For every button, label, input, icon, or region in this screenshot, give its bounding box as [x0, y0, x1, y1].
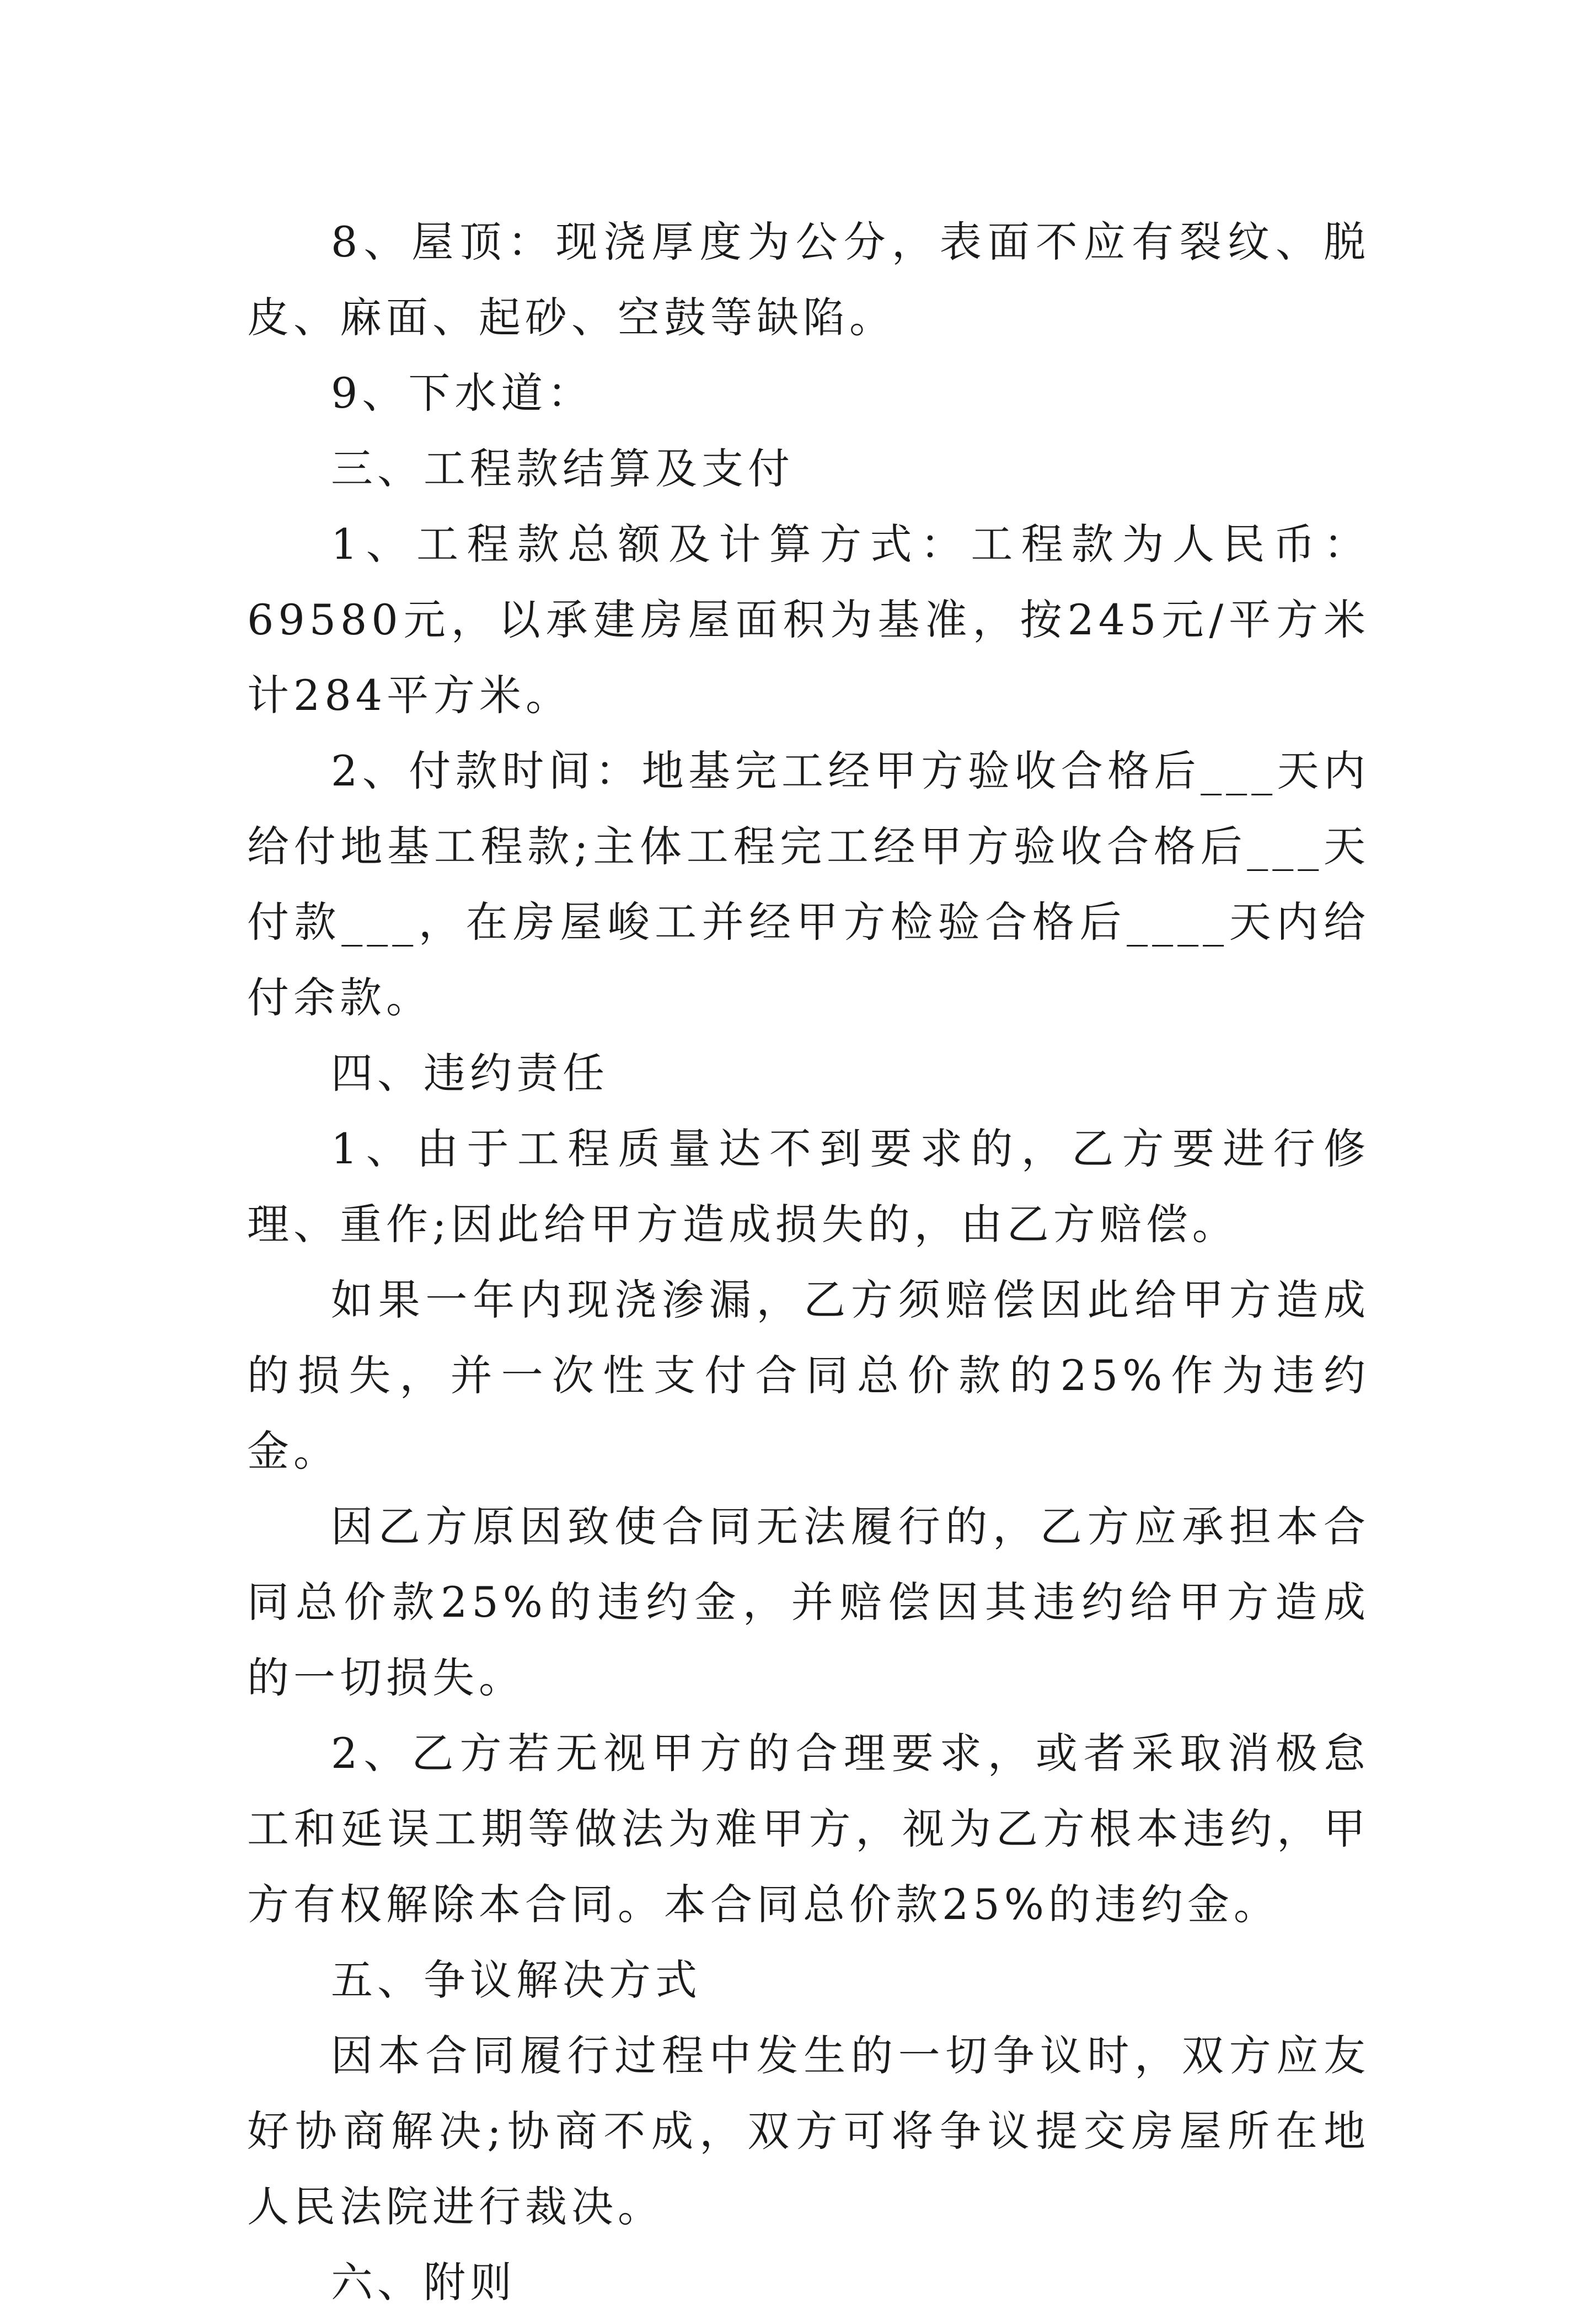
document-body — [247, 204, 1370, 2320]
paragraph-roof: 8、屋顶：现浇厚度为公分，表面不应有裂纹、脱皮、麻面、起砂、空鼓等缺陷。 — [247, 217, 1370, 342]
section-heading-payment: 三、工程款结算及支付 — [331, 444, 794, 493]
section-heading-appendix: 六、附则 — [331, 2258, 516, 2307]
paragraph-breach-termination: 2、乙方若无视甲方的合理要求，或者采取消极怠工和延误工期等做法为难甲方，视为乙方根本违约，甲方有权解除本合同。本合同总价款25%的违约金。 — [247, 1729, 1370, 1929]
paragraph-leakage: 如果一年内现浇渗漏，乙方须赔偿因此给甲方造成的损失，并一次性支付合同总价款的25%作为违约金。 — [247, 1275, 1370, 1476]
paragraph-nonperformance: 因乙方原因致使合同无法履行的，乙方应承担本合同总价款25%的违约金，并赔偿因其违约给甲方造成的一切损失。 — [247, 1502, 1370, 1702]
section-heading-liability: 四、违约责任 — [331, 1049, 609, 1098]
paragraph-sewer: 9、下水道： — [331, 368, 594, 418]
section-heading-dispute: 五、争议解决方式 — [331, 1955, 701, 2004]
paragraph-dispute-resolution: 因本合同履行过程中发生的一切争议时，双方应友好协商解决;协商不成，双方可将争议提交房屋所在地人民法院进行裁决。 — [247, 2031, 1370, 2231]
paragraph-quality-repair: 1、由于工程质量达不到要求的，乙方要进行修理、重作;因此给甲方造成损失的，由乙方赔偿。 — [247, 1124, 1370, 1249]
paragraph-payment-time: 2、付款时间：地基完工经甲方验收合格后___天内给付地基工程款;主体工程完工经甲方验收合格后___天付款___，在房屋峻工并经甲方检验合格后____天内给付余款。 — [247, 746, 1370, 1022]
paragraph-payment-total: 1、工程款总额及计算方式：工程款为人民币：69580元，以承建房屋面积为基准，按245元/平方米计284平方米。 — [247, 520, 1370, 720]
